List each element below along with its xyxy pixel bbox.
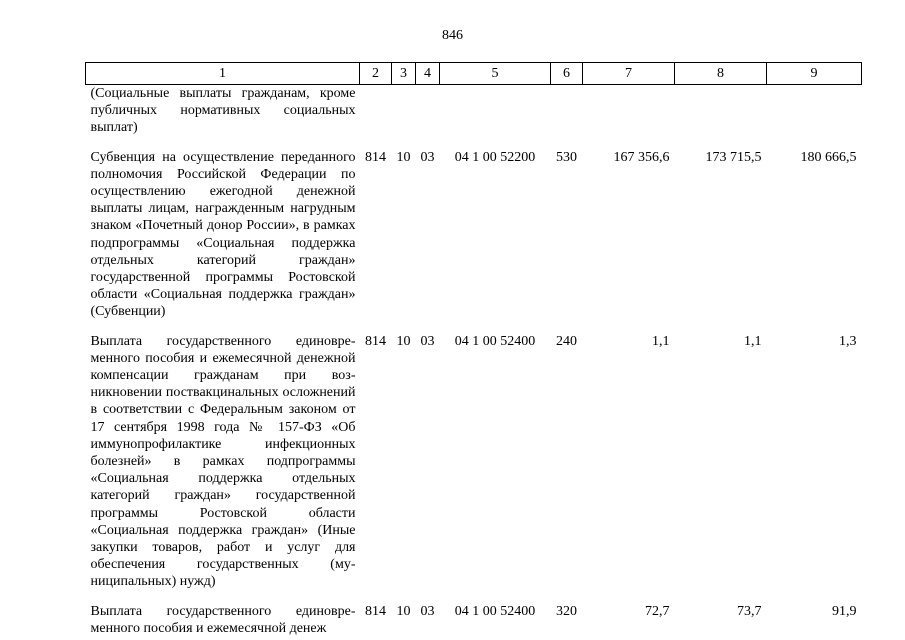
row-year1: 1,1 — [652, 333, 670, 349]
row-year2 — [675, 85, 767, 149]
header-row — [86, 63, 862, 85]
page-number: 846 — [442, 28, 463, 43]
row-vr: 320 — [556, 603, 577, 619]
row-rz: 10 — [396, 603, 411, 619]
col-header-csr: 5 — [440, 63, 551, 85]
col-header-ved: 2 — [360, 63, 392, 85]
col-header-year2: 8 — [675, 63, 767, 85]
row-name: Выплата государственного единовременного пособия и ежемесячной денеж — [90, 603, 356, 636]
row-year3: 180 666,5 — [800, 149, 857, 165]
row-year1: 167 356,6 — [613, 149, 670, 165]
row-ved: 814 — [365, 149, 386, 165]
row-csr: 04 1 00 52200 — [454, 149, 536, 165]
row-pr: 03 — [420, 603, 435, 619]
row-vr — [551, 85, 583, 149]
row-year3: 1,3 — [839, 333, 857, 349]
row-pr: 03 — [420, 333, 435, 349]
row-rz: 10 — [396, 149, 411, 165]
table-row — [86, 85, 862, 149]
row-csr: 04 1 00 52400 — [454, 333, 536, 349]
row-year3: 91,9 — [832, 603, 857, 619]
table-row — [86, 333, 862, 603]
row-year1: 72,7 — [645, 603, 670, 619]
col-header-pr: 4 — [416, 63, 440, 85]
row-name: Выплата государственного единовременного пособия и ежемесячной денежной компенсации гражданам при возникновении поствакцинальных осложнений в соответствии с Федеральным законом от 17 сентября 1998 года № 157-ФЗ «Об иммунопрофилактике инфекционных болезней» в рамках подпрограммы «Социальная поддержка отдельных категорий граждан» государственной программы Ростовской области «Социальная поддержка граждан» (Иные закупки товаров, работ и услуг для обеспечения государственных (муниципальных) нужд) — [90, 333, 356, 590]
row-vr: 240 — [556, 333, 577, 349]
table-row — [86, 149, 862, 333]
row-year2: 173 715,5 — [705, 149, 762, 165]
budget-table — [85, 62, 862, 637]
row-name: (Социальные выплаты гражданам, кроме публичных нормативных социальных выплат) — [90, 86, 356, 136]
row-ved — [360, 85, 392, 149]
row-rz — [392, 85, 416, 149]
row-year1 — [583, 85, 675, 149]
col-header-vr: 6 — [551, 63, 583, 85]
row-year2: 1,1 — [744, 333, 762, 349]
row-ved: 814 — [365, 603, 386, 619]
table-row — [86, 603, 862, 637]
row-pr: 03 — [420, 149, 435, 165]
row-pr — [416, 85, 440, 149]
col-header-year1: 7 — [583, 63, 675, 85]
row-csr — [440, 85, 551, 149]
col-header-name: 1 — [86, 63, 360, 85]
col-header-rz: 3 — [392, 63, 416, 85]
row-rz: 10 — [396, 333, 411, 349]
row-vr: 530 — [556, 149, 577, 165]
col-header-year3: 9 — [767, 63, 862, 85]
row-ved: 814 — [365, 333, 386, 349]
row-name: Субвенция на осуществление переданного полномочия Российской Федерации по осуществлению ежегодной денежной выплаты лицам, награжденным нагрудным знаком «Почетный донор России», в рамках подпрограммы «Социальная поддержка отдельных категорий граждан» государственной программы Ростовской области «Социальная поддержка граждан» (Субвенции) — [90, 149, 356, 320]
row-csr: 04 1 00 52400 — [454, 603, 536, 619]
row-year2: 73,7 — [737, 603, 762, 619]
row-year3 — [767, 85, 862, 149]
